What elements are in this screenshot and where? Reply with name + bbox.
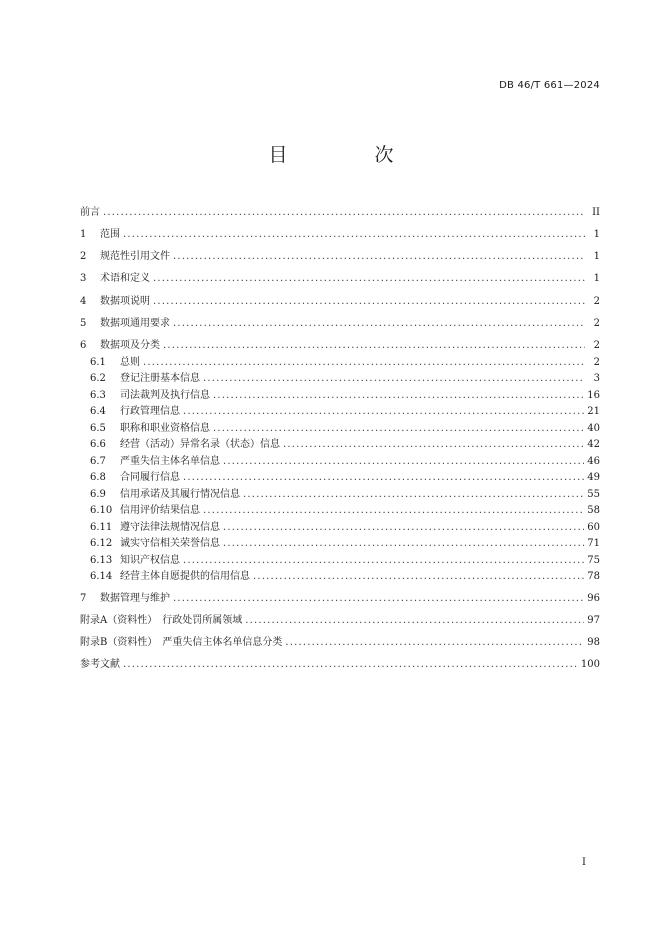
toc-entry-6-11[interactable] [80,518,600,533]
toc-entry-6-4[interactable] [80,402,600,417]
page-title: 目 次 [268,144,428,166]
toc-label: 知识产权信息 [120,555,180,566]
toc-entry-6-8[interactable] [80,468,600,483]
toc-entry-6-1[interactable] [80,353,600,368]
doc-code: DB 46/T 661—2024 [499,80,600,91]
toc-page: 97 [587,615,600,626]
toc-leader [245,615,584,626]
toc-entry-6[interactable] [80,336,600,351]
toc-leader [143,357,585,368]
toc-label: 遵守法律法规情况信息 [120,522,220,533]
toc-label: 参考文献 [80,659,120,670]
toc-label: 术语和定义 [100,273,150,284]
toc-page: 2 [593,296,600,307]
toc-page: 60 [587,522,600,533]
toc-label: 严重失信主体名单信息 [120,456,220,467]
toc-leader [223,538,584,549]
toc-page: 2 [593,357,600,368]
toc-leader [213,390,584,401]
toc-entry-3[interactable] [80,269,600,284]
toc-leader [173,318,585,329]
toc-page: 2 [593,340,600,351]
toc-page: 21 [587,406,600,417]
toc-label: 附录A（资料性） 行政处罚所属领域 [80,615,243,626]
toc-page: 3 [593,373,600,384]
toc-entry-foreword[interactable] [80,203,600,218]
toc-label: 数据项说明 [100,296,150,307]
toc-leader [153,296,585,307]
toc-entry-references[interactable] [80,655,600,670]
toc-leader [203,373,585,384]
toc-label: 附录B（资料性） 严重失信主体名单信息分类 [80,637,283,648]
toc-leader [285,637,584,648]
toc-leader [183,472,584,483]
toc-entry-appendix-b[interactable] [80,633,600,648]
toc-label: 职称和职业资格信息 [120,423,210,434]
toc-label: 数据项及分类 [100,340,160,351]
toc-entry-5[interactable] [80,314,600,329]
toc-entry-6-2[interactable] [80,369,600,384]
toc-page: 40 [587,423,600,434]
toc-number: 6.11 [90,522,113,533]
toc-page: 100 [580,659,600,670]
page-number: I [582,857,586,868]
toc-page: 1 [593,229,600,240]
toc-leader [103,207,585,218]
toc-page: 49 [587,472,600,483]
toc-number: 6.2 [90,373,106,384]
toc-leader [173,593,584,604]
toc-page: 16 [587,390,600,401]
toc-number: 6.14 [90,571,113,582]
toc-entry-6-13[interactable] [80,551,600,566]
toc-number: 2 [80,251,87,262]
toc-leader [203,505,584,516]
toc-leader [183,406,584,417]
toc-page: 46 [587,456,600,467]
toc-label: 数据管理与维护 [100,593,170,604]
toc-number: 5 [80,318,87,329]
toc-leader [243,489,584,500]
toc-number: 6 [80,340,87,351]
toc-entry-6-10[interactable] [80,501,600,516]
toc-entry-6-12[interactable] [80,534,600,549]
toc-leader [173,251,585,262]
toc-leader [163,340,585,351]
toc-label: 前言 [80,207,100,218]
toc-entry-2[interactable] [80,247,600,262]
toc-page: 55 [587,489,600,500]
toc-entry-appendix-a[interactable] [80,611,600,626]
toc-leader [253,571,584,582]
toc-entry-6-9[interactable] [80,485,600,500]
toc-leader [213,423,584,434]
toc-number: 6.10 [90,505,113,516]
toc-label: 总则 [120,357,140,368]
toc-number: 6.3 [90,390,106,401]
toc-number: 7 [80,593,87,604]
toc-number: 6.8 [90,472,106,483]
toc-page: 2 [593,318,600,329]
toc-label: 信用承诺及其履行情况信息 [120,489,240,500]
toc-number: 3 [80,273,87,284]
toc-label: 规范性引用文件 [100,251,170,262]
toc-label: 经营主体自愿提供的信用信息 [120,571,250,582]
toc-page: 96 [587,593,600,604]
toc-entry-6-7[interactable] [80,452,600,467]
toc-number: 6.13 [90,555,113,566]
toc-page: 42 [587,439,600,450]
toc-leader [283,439,584,450]
toc-entry-6-5[interactable] [80,419,600,434]
toc-number: 6.9 [90,489,106,500]
toc-label: 信用评价结果信息 [120,505,200,516]
toc-number: 1 [80,229,87,240]
toc-page: 1 [593,273,600,284]
toc-label: 合同履行信息 [120,472,180,483]
toc-entry-6-14[interactable] [80,567,600,582]
toc-page: 1 [593,251,600,262]
toc-leader [183,555,584,566]
toc-label: 范围 [100,229,120,240]
toc-page: 58 [587,505,600,516]
toc-number: 6.12 [90,538,113,549]
toc-number: 6.4 [90,406,106,417]
toc-leader [123,229,585,240]
toc-entry-4[interactable] [80,292,600,307]
toc-number: 6.5 [90,423,106,434]
toc-number: 6.1 [90,357,106,368]
toc-label: 司法裁判及执行信息 [120,390,210,401]
toc-entry-6-3[interactable] [80,386,600,401]
toc-leader [223,522,584,533]
toc-label: 经营（活动）异常名录（状态）信息 [120,439,280,450]
toc-number: 6.7 [90,456,106,467]
toc-leader [223,456,584,467]
toc-entry-1[interactable] [80,225,600,240]
toc-leader [123,659,578,670]
toc-label: 行政管理信息 [120,406,180,417]
toc-number: 6.6 [90,439,106,450]
toc-label: 数据项通用要求 [100,318,170,329]
toc-page: 75 [587,555,600,566]
toc-page: II [592,207,600,218]
toc-page: 98 [587,637,600,648]
toc-entry-7[interactable] [80,589,600,604]
toc-entry-6-6[interactable] [80,435,600,450]
toc-page: 71 [587,538,600,549]
toc-leader [153,273,585,284]
toc-number: 4 [80,296,87,307]
toc-page: 78 [587,571,600,582]
toc-label: 登记注册基本信息 [120,373,200,384]
toc-label: 诚实守信相关荣誉信息 [120,538,220,549]
